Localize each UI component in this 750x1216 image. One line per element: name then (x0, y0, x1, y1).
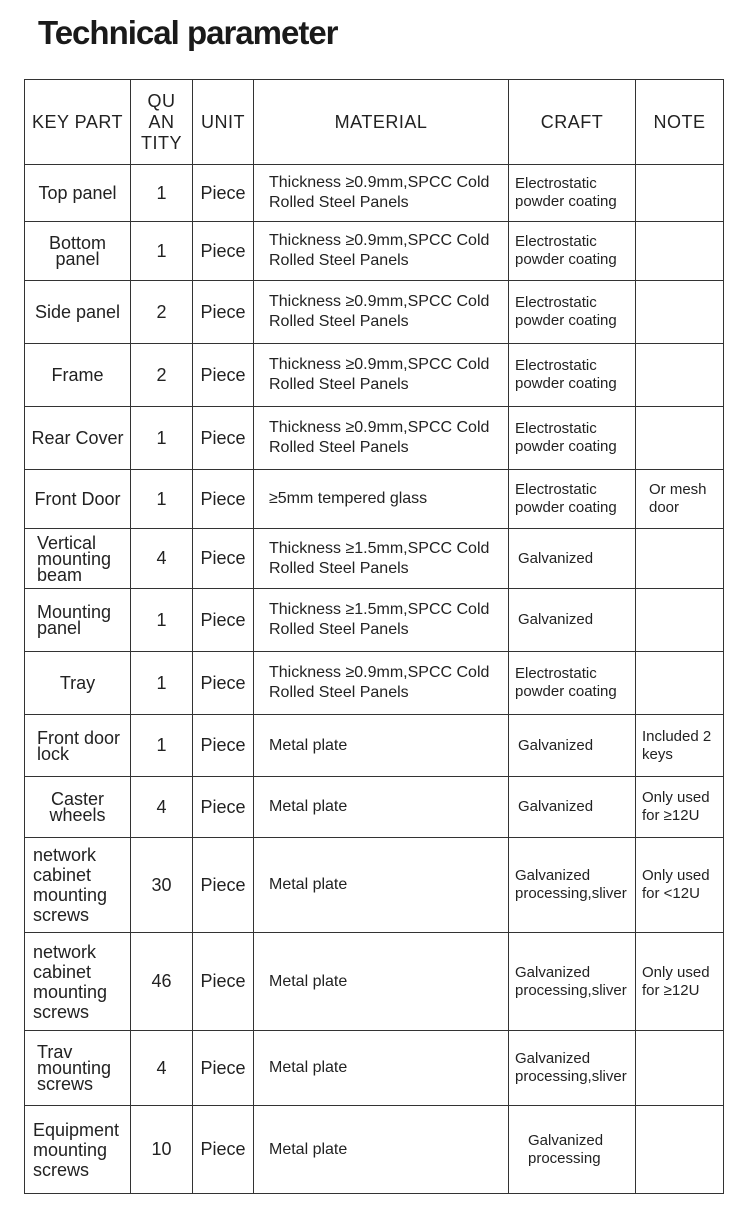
cell-note: Or mesh door (636, 470, 724, 529)
table-row (25, 777, 724, 838)
cell-note: Only used for ≥12U (636, 933, 724, 1031)
cell-quantity: 10 (131, 1106, 193, 1194)
cell-material: Metal plate (254, 777, 509, 838)
cell-key-part: Rear Cover (25, 407, 131, 470)
cell-note (636, 222, 724, 281)
cell-quantity: 1 (131, 165, 193, 222)
cell-material: Thickness ≥1.5mm,SPCC Cold Rolled Steel Panels (254, 529, 509, 589)
cell-material: Thickness ≥1.5mm,SPCC Cold Rolled Steel Panels (254, 589, 509, 652)
table-row (25, 589, 724, 652)
cell-craft: Electrostatic powder coating (509, 281, 636, 344)
header-quantity (131, 80, 193, 165)
cell-unit: Piece (193, 407, 254, 470)
table-header-row (25, 80, 724, 165)
cell-unit: Piece (193, 529, 254, 589)
header-quantity-line: AN (148, 111, 175, 132)
cell-material: Thickness ≥0.9mm,SPCC Cold Rolled Steel Panels (254, 407, 509, 470)
cell-quantity: 2 (131, 281, 193, 344)
cell-unit: Piece (193, 281, 254, 344)
table-row (25, 344, 724, 407)
table-row (25, 165, 724, 222)
cell-craft: Galvanized (509, 777, 636, 838)
cell-craft: Galvanized processing,sliver (509, 838, 636, 933)
cell-unit: Piece (193, 933, 254, 1031)
cell-key-part: Bottom panel (25, 222, 131, 281)
cell-key-part: Front Door (25, 470, 131, 529)
cell-craft: Galvanized processing (509, 1106, 636, 1194)
cell-note (636, 652, 724, 715)
cell-key-part: Vertical mounting beam (25, 529, 131, 589)
cell-note (636, 165, 724, 222)
header-craft: CRAFT (509, 80, 636, 165)
cell-note (636, 1106, 724, 1194)
cell-quantity: 4 (131, 1031, 193, 1106)
table-row (25, 652, 724, 715)
header-key-part: KEY PART (25, 80, 131, 165)
table-row (25, 838, 724, 933)
cell-unit: Piece (193, 165, 254, 222)
cell-unit: Piece (193, 589, 254, 652)
cell-note (636, 344, 724, 407)
cell-material: Metal plate (254, 1106, 509, 1194)
cell-material: Metal plate (254, 838, 509, 933)
cell-unit: Piece (193, 1106, 254, 1194)
cell-quantity: 4 (131, 529, 193, 589)
cell-unit: Piece (193, 838, 254, 933)
cell-note: Only used for ≥12U (636, 777, 724, 838)
cell-key-part: Tray (25, 652, 131, 715)
cell-key-part: Mounting panel (25, 589, 131, 652)
cell-note: Only used for <12U (636, 838, 724, 933)
cell-quantity: 1 (131, 715, 193, 777)
cell-material: ≥5mm tempered glass (254, 470, 509, 529)
cell-unit: Piece (193, 777, 254, 838)
cell-note (636, 589, 724, 652)
cell-craft: Electrostatic powder coating (509, 407, 636, 470)
table-row (25, 1106, 724, 1194)
cell-quantity: 4 (131, 777, 193, 838)
cell-unit: Piece (193, 470, 254, 529)
cell-key-part: network cabinet mounting screws (25, 933, 131, 1031)
cell-key-part: Top panel (25, 165, 131, 222)
cell-key-part: Frame (25, 344, 131, 407)
cell-craft: Galvanized processing,sliver (509, 1031, 636, 1106)
cell-note (636, 281, 724, 344)
cell-quantity: 1 (131, 470, 193, 529)
header-material: MATERIAL (254, 80, 509, 165)
header-quantity-line: TITY (141, 132, 182, 153)
table-row (25, 222, 724, 281)
cell-key-part: network cabinet mounting screws (25, 838, 131, 933)
cell-quantity: 30 (131, 838, 193, 933)
table-row (25, 470, 724, 529)
cell-quantity: 1 (131, 589, 193, 652)
table-row (25, 715, 724, 777)
cell-key-part: Front door lock (25, 715, 131, 777)
header-unit: UNIT (193, 80, 254, 165)
page-title: Technical parameter (38, 14, 338, 51)
cell-unit: Piece (193, 715, 254, 777)
cell-unit: Piece (193, 344, 254, 407)
cell-key-part: Trav mounting screws (25, 1031, 131, 1106)
cell-craft: Galvanized (509, 529, 636, 589)
table-row (25, 1031, 724, 1106)
cell-craft: Electrostatic powder coating (509, 652, 636, 715)
cell-material: Metal plate (254, 1031, 509, 1106)
table-row (25, 407, 724, 470)
cell-key-part: Equipment mounting screws (25, 1106, 131, 1194)
cell-quantity: 46 (131, 933, 193, 1031)
table-row (25, 933, 724, 1031)
cell-material: Thickness ≥0.9mm,SPCC Cold Rolled Steel Panels (254, 165, 509, 222)
header-quantity-line: QU (147, 90, 176, 111)
cell-note: Included 2 keys (636, 715, 724, 777)
cell-craft: Electrostatic powder coating (509, 344, 636, 407)
header-note: NOTE (636, 80, 724, 165)
cell-note (636, 1031, 724, 1106)
cell-unit: Piece (193, 652, 254, 715)
cell-note (636, 529, 724, 589)
cell-craft: Electrostatic powder coating (509, 165, 636, 222)
cell-quantity: 1 (131, 407, 193, 470)
cell-craft: Electrostatic powder coating (509, 470, 636, 529)
cell-craft: Galvanized processing,sliver (509, 933, 636, 1031)
cell-material: Thickness ≥0.9mm,SPCC Cold Rolled Steel Panels (254, 344, 509, 407)
technical-parameter-table (24, 79, 724, 1194)
cell-material: Thickness ≥0.9mm,SPCC Cold Rolled Steel Panels (254, 652, 509, 715)
cell-material: Thickness ≥0.9mm,SPCC Cold Rolled Steel Panels (254, 222, 509, 281)
cell-key-part: Side panel (25, 281, 131, 344)
cell-material: Thickness ≥0.9mm,SPCC Cold Rolled Steel Panels (254, 281, 509, 344)
cell-quantity: 1 (131, 222, 193, 281)
cell-craft: Electrostatic powder coating (509, 222, 636, 281)
cell-quantity: 1 (131, 652, 193, 715)
cell-quantity: 2 (131, 344, 193, 407)
table-row (25, 281, 724, 344)
cell-note (636, 407, 724, 470)
cell-craft: Galvanized (509, 715, 636, 777)
cell-unit: Piece (193, 222, 254, 281)
cell-unit: Piece (193, 1031, 254, 1106)
cell-material: Metal plate (254, 715, 509, 777)
cell-key-part: Caster wheels (25, 777, 131, 838)
cell-craft: Galvanized (509, 589, 636, 652)
cell-material: Metal plate (254, 933, 509, 1031)
table-row (25, 529, 724, 589)
